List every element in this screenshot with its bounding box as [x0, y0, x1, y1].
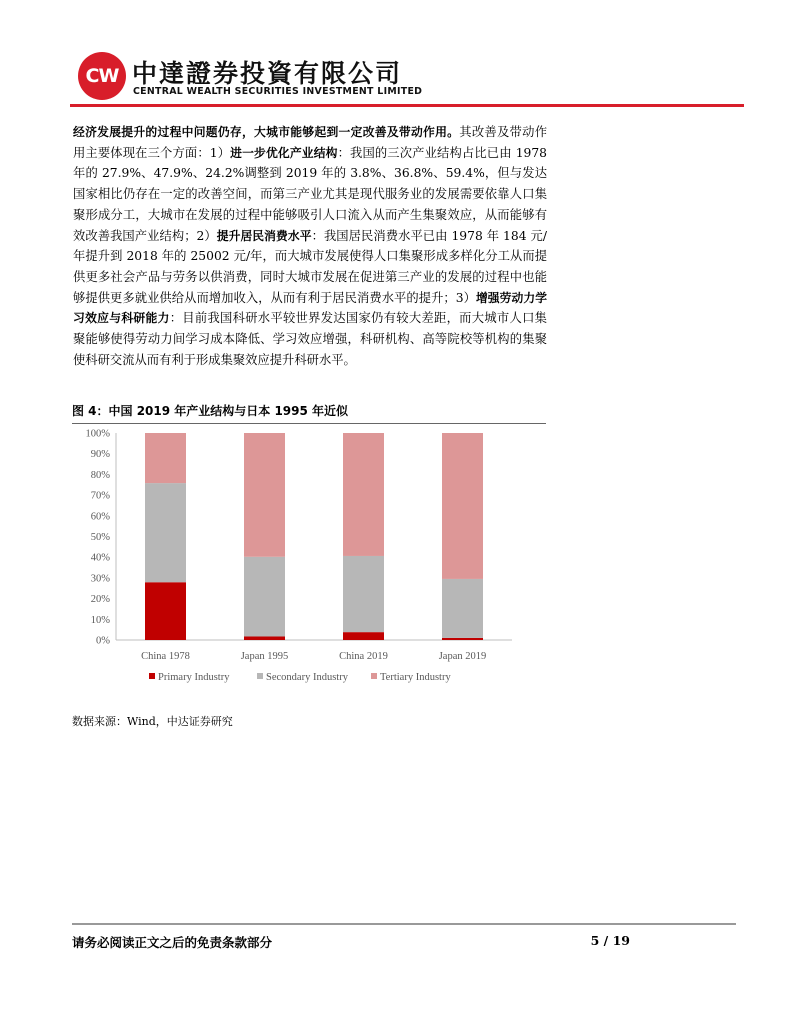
x-tick-label: China 1978 [141, 651, 190, 662]
bar-segment [343, 433, 384, 556]
footer-disclaimer: 请务必阅读正文之后的免责条款部分 [72, 935, 273, 950]
paragraph-text-4: ：目前我国科研水平较世界发达国家仍有较大差距，而大城市人口集聚能够使得劳动力间学习成本降低、学习效应增强，科研机构、高等院校等机构的集聚使科研交流从而有利于形成集聚效应提升科研水平。 [73, 311, 547, 367]
figure-title: 图 4：中国 2019 年产业结构与日本 1995 年近似 [72, 404, 349, 418]
y-tick-label: 40% [90, 552, 110, 564]
stacked-bar-chart [60, 424, 520, 700]
y-tick-label: 70% [90, 490, 110, 502]
y-tick-label: 20% [90, 594, 110, 606]
footer-divider [72, 923, 736, 925]
legend-label: Tertiary Industry [380, 672, 451, 683]
paragraph-text-1: 其改善及带动作用主要体现在三个方面：1） [73, 125, 547, 160]
y-tick-label: 50% [90, 532, 110, 543]
page-header [0, 0, 791, 110]
bar-segment [145, 433, 186, 483]
legend-label: Secondary Industry [266, 672, 348, 683]
x-tick-label: Japan 1995 [240, 651, 289, 662]
legend-label: Primary Industry [158, 672, 230, 683]
bar-segment [244, 636, 285, 640]
x-tick-label: China 2019 [339, 651, 388, 662]
legend-swatch [371, 673, 377, 679]
lead-sentence: 经济发展提升的过程中问题仍存，大城市能够起到一定改善及带动作用。 [73, 125, 460, 139]
bar-segment [343, 556, 384, 632]
y-tick-label: 80% [90, 469, 110, 481]
y-tick-label: 90% [90, 449, 110, 461]
y-tick-label: 10% [90, 614, 110, 626]
bar-segment [343, 632, 384, 640]
point-2-heading: 提升居民消费水平 [216, 228, 312, 243]
page-number: 5 / 19 [590, 933, 630, 948]
company-name-cn: 中達證券投資有限公司 [132, 59, 403, 88]
bar-segment [244, 433, 285, 557]
y-tick-label: 0% [96, 635, 110, 647]
company-name-en: CENTRAL WEALTH SECURITIES INVESTMENT LIMITED [133, 86, 423, 97]
point-1-heading: 进一步优化产业结构 [230, 145, 338, 160]
company-logo: CW [78, 52, 126, 100]
legend-swatch [149, 673, 155, 679]
paragraph-text-2: ：我国的三次产业结构占比已由 1978 年的 27.9%、47.9%、24.2%调整到 2019 年的 3.8%、36.8%、59.4%，但与发达国家相比仍存在一定的改善空间，而第三产业尤其是现代服务业的发展需要依靠人口集聚形成分工，大城市在发展的过程中能够吸引人口流入从而产生集聚效应，从而能够有效改善我国产业结构；2） [73, 145, 547, 243]
figure-source: 数据来源：Wind，中达证券研究 [72, 715, 233, 728]
body-paragraph [73, 122, 547, 370]
bar-segment [145, 483, 186, 582]
bar-segment [442, 638, 483, 640]
legend-swatch [257, 673, 263, 679]
bar-segment [442, 433, 483, 579]
y-tick-label: 60% [90, 511, 110, 523]
paragraph-text-3: ：我国居民消费水平已由 1978 年 184 元/年提升到 2018 年的 25002 元/年，而大城市发展使得人口集聚形成多样化分工从而提供更多社会产品与劳务以供消费，同时大城市发展在促进第三产业的发展的过程中也能够提供更多就业供给从而增加收入，从而有利于居民消费水平的提升；3） [73, 228, 547, 305]
y-tick-label: 30% [90, 573, 110, 585]
x-tick-label: Japan 2019 [438, 651, 487, 662]
y-tick-label: 100% [85, 428, 110, 440]
point-3-heading: 增强劳动力学习效应与科研能力 [73, 290, 547, 326]
header-divider [70, 104, 744, 107]
bar-segment [442, 579, 483, 638]
bar-segment [145, 582, 186, 640]
bar-segment [244, 557, 285, 637]
